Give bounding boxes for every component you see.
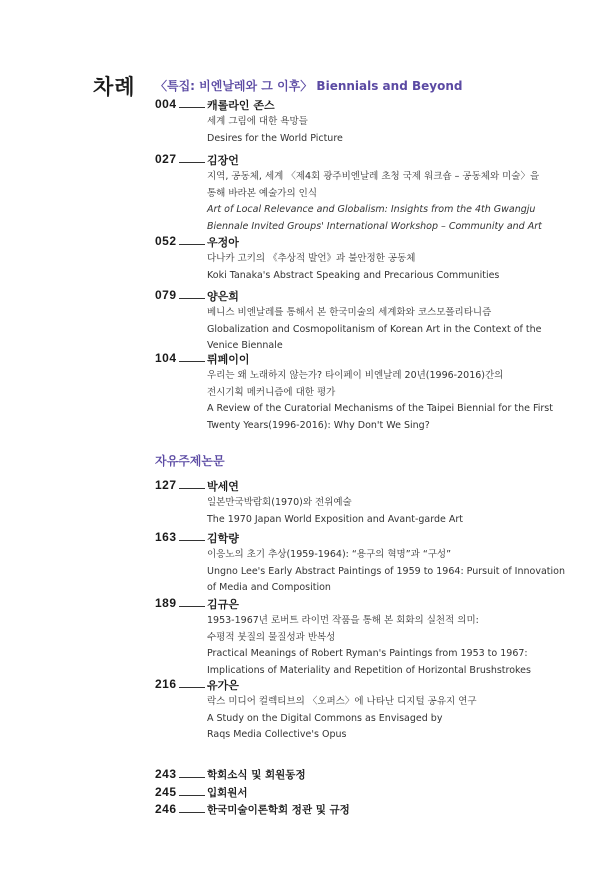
entry-line: 세계 그림에 대한 욕망들 [207, 116, 308, 127]
page-number: 245 [155, 785, 177, 799]
entry-title: 학회소식 및 회원동정 [207, 769, 306, 781]
leader-line [179, 298, 205, 299]
entry-line: A Study on the Digital Commons as Envisaged by [207, 712, 443, 724]
entry-line: Practical Meanings of Robert Ryman's Paintings from 1953 to 1967: [207, 648, 528, 659]
page-number: 052 [155, 234, 177, 248]
entry-line: 이응노의 초기 추상(1959-1964): “용구의 혁명”과 “구성” [207, 549, 452, 560]
entry-line: 1953-1967년 로버트 라이먼 작품을 통해 본 회화의 실천적 의미: [207, 615, 479, 626]
entry-line: 통해 바라본 예술가의 인식 [207, 187, 318, 199]
entry-line: Art of Local Relevance and Globalism: Insights from the 4th Gwangju [207, 204, 536, 215]
entry-line: Twenty Years(1996-2016): Why Don't We Sing? [207, 419, 430, 431]
entry-line: Venice Biennale [207, 340, 283, 351]
entry-line: 다나카 고키의 《추상적 발언》과 불안정한 공동체 [207, 253, 416, 264]
page-number: 216 [155, 677, 177, 691]
leader-line [179, 162, 205, 163]
author: 김장언 [207, 154, 239, 167]
entry-line: Desires for the World Picture [207, 132, 343, 144]
entry-line: 베니스 비엔날레를 통해서 본 한국미술의 세계화와 코스모폴리타니즘 [207, 307, 492, 318]
free-section-heading: 자유주제논문 [155, 454, 225, 468]
page-number: 127 [155, 478, 177, 492]
author: 김학량 [207, 532, 239, 545]
entry-title: 한국미술이론학회 정관 및 규정 [207, 804, 350, 816]
author: 유가은 [207, 679, 239, 692]
leader-line [179, 244, 205, 245]
entry-line: Raqs Media Collective's Opus [207, 729, 347, 740]
author: 박세연 [207, 480, 239, 493]
leader-line [179, 777, 205, 778]
entry-line: of Media and Composition [207, 582, 331, 593]
page-number: 079 [155, 288, 177, 302]
entry-line: 락스 미디어 컬렉티브의 〈오퍼스〉에 나타난 디지털 공유지 연구 [207, 696, 477, 707]
leader-line [179, 606, 205, 607]
entry-line: Biennale Invited Groups' International Workshop – Community and Art [207, 220, 542, 232]
author: 김규은 [207, 598, 239, 611]
entry-title: 입회원서 [207, 787, 248, 799]
entry-line: Implications of Materiality and Repetition of Horizontal Brushstrokes [207, 664, 531, 676]
entry-line: 전시기획 메커니즘에 대한 평가 [207, 386, 336, 398]
entry-line: 우리는 왜 노래하지 않는가? 타이페이 비엔날레 20년(1996-2016)간의 [207, 370, 504, 381]
leader-line [179, 540, 205, 541]
page-number: 104 [155, 351, 177, 365]
entry-line: 일본만국박람회(1970)와 전위예술 [207, 497, 352, 508]
page-number: 189 [155, 596, 177, 610]
entry-line: Ungno Lee's Early Abstract Paintings of 1959 to 1964: Pursuit of Innovation [207, 565, 565, 577]
page-number: 004 [155, 97, 177, 111]
leader-line [179, 795, 205, 796]
author: 캐롤라인 존스 [207, 99, 275, 112]
leader-line [179, 361, 205, 362]
entry-line: A Review of the Curatorial Mechanisms of the Taipei Biennial for the First [207, 403, 553, 414]
entry-line: The 1970 Japan World Exposition and Avant-garde Art [207, 513, 463, 525]
entry-line: Globalization and Cosmopolitanism of Korean Art in the Context of the [207, 323, 542, 335]
entry-line: 지역, 공동체, 세계 〈제4회 광주비엔날레 초청 국제 워크숍 – 공동체와 미술〉을 [207, 171, 540, 182]
entry-line: 수평적 붓질의 물질성과 반복성 [207, 631, 336, 643]
author: 우정아 [207, 236, 239, 249]
page-number: 027 [155, 152, 177, 166]
author: 양은희 [207, 290, 239, 303]
toc-title: 차례 [93, 75, 136, 99]
page-number: 243 [155, 767, 177, 781]
leader-line [179, 488, 205, 489]
leader-line [179, 687, 205, 688]
page-number: 163 [155, 530, 177, 544]
leader-line [179, 107, 205, 108]
entry-line: Koki Tanaka's Abstract Speaking and Precarious Communities [207, 269, 500, 281]
author: 뤼페이이 [207, 353, 250, 366]
leader-line [179, 812, 205, 813]
page-number: 246 [155, 802, 177, 816]
special-section-heading: 〈특집: 비엔날레와 그 이후〉 Biennials and Beyond [155, 79, 463, 93]
